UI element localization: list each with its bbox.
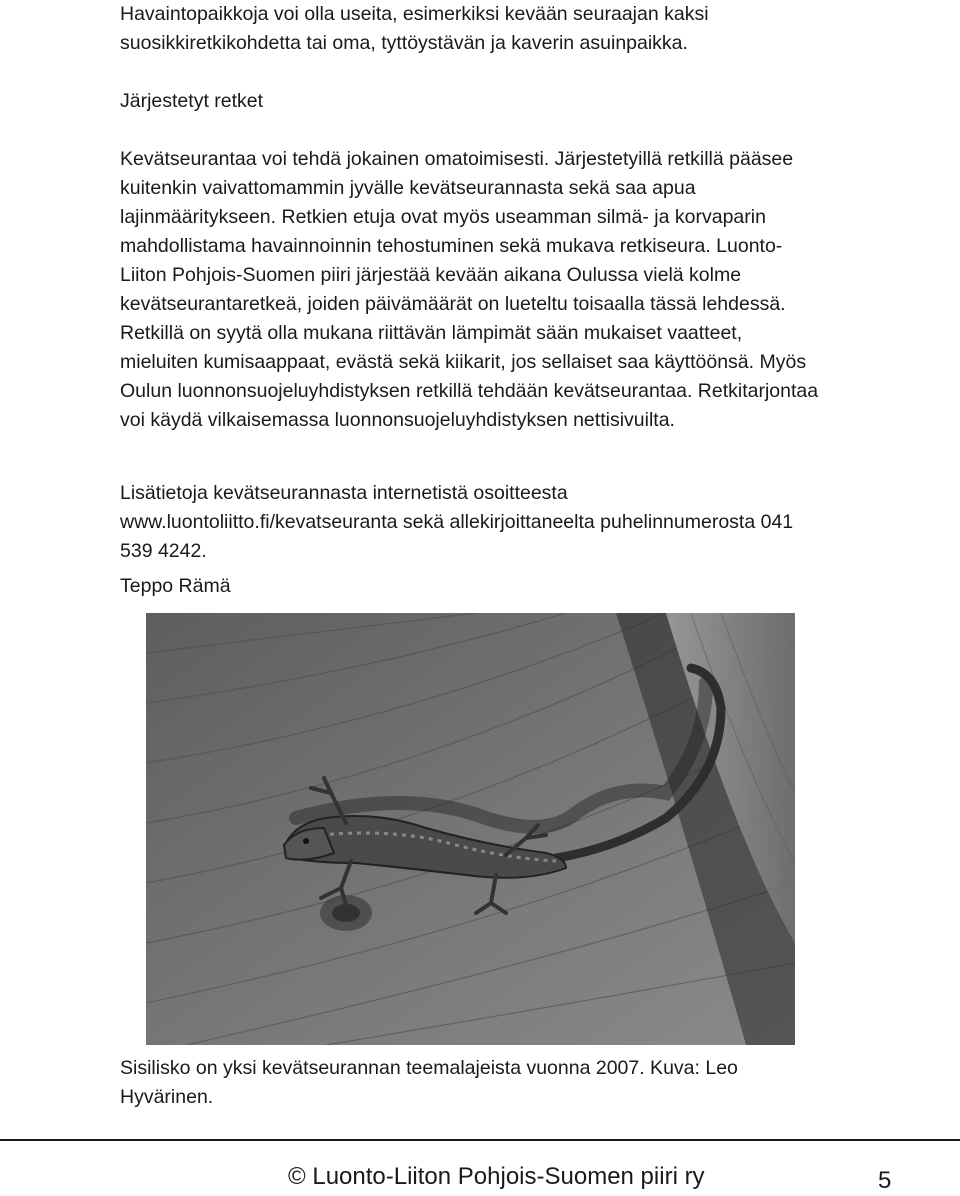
photo-caption: Sisilisko on yksi kevätseurannan teemalajeista vuonna 2007. Kuva: Leo Hyvärinen. xyxy=(120,1057,738,1108)
intro-paragraph: Havaintopaikkoja voi olla useita, esimerkiksi kevään seuraajan kaksi suosikkiretkikohdetta tai oma, tyttöystävän ja kaverin asuinpaikka. xyxy=(120,3,709,54)
section-heading: Järjestetyt retket xyxy=(120,90,264,112)
footer-divider xyxy=(0,1139,960,1141)
lizard-photo xyxy=(146,613,795,1045)
footer-publisher: © Luonto-Liiton Pohjois-Suomen piiri ry xyxy=(288,1163,705,1190)
page-number: 5 xyxy=(878,1167,892,1194)
author-signature: Teppo Rämä xyxy=(120,575,231,597)
info-paragraph: Lisätietoja kevätseurannasta internetistä osoitteesta www.luontoliitto.fi/kevatseuranta sekä allekirjoittaneelta puhelinnumerosta 041 539 4242. xyxy=(120,482,794,562)
main-paragraph: Kevätseurantaa voi tehdä jokainen omatoimisesti. Järjestetyillä retkillä pääsee kuitenkin vaivattomammin jyvälle kevätseurannasta sekä saa apua lajinmääritykseen. Retkien etuja ovat myös useamman silmä- ja korvaparin mahdollistama havainnoinnin tehostuminen sekä mukava retkiseura. Luonto-Liiton Pohjois-Suomen piiri järjestää kevään aikana Oulussa vielä kolme kevätseurantaretkeä, joiden päivämäärät on lueteltu toisaalla tässä lehdessä. Retkillä on syytä olla mukana riittävän lämpimät sään mukaiset vaatteet, mieluiten kumisaappaat, evästä sekä kiikarit, jos sellaiset saa käyttöönsä. Myös Oulun luonnonsuojeluyhdistyksen retkillä tehdään kevätseurantaa. Retkitarjontaa voi käydä vilkaisemassa luonnonsuojeluyhdistyksen nettisivuilta. xyxy=(120,148,819,431)
